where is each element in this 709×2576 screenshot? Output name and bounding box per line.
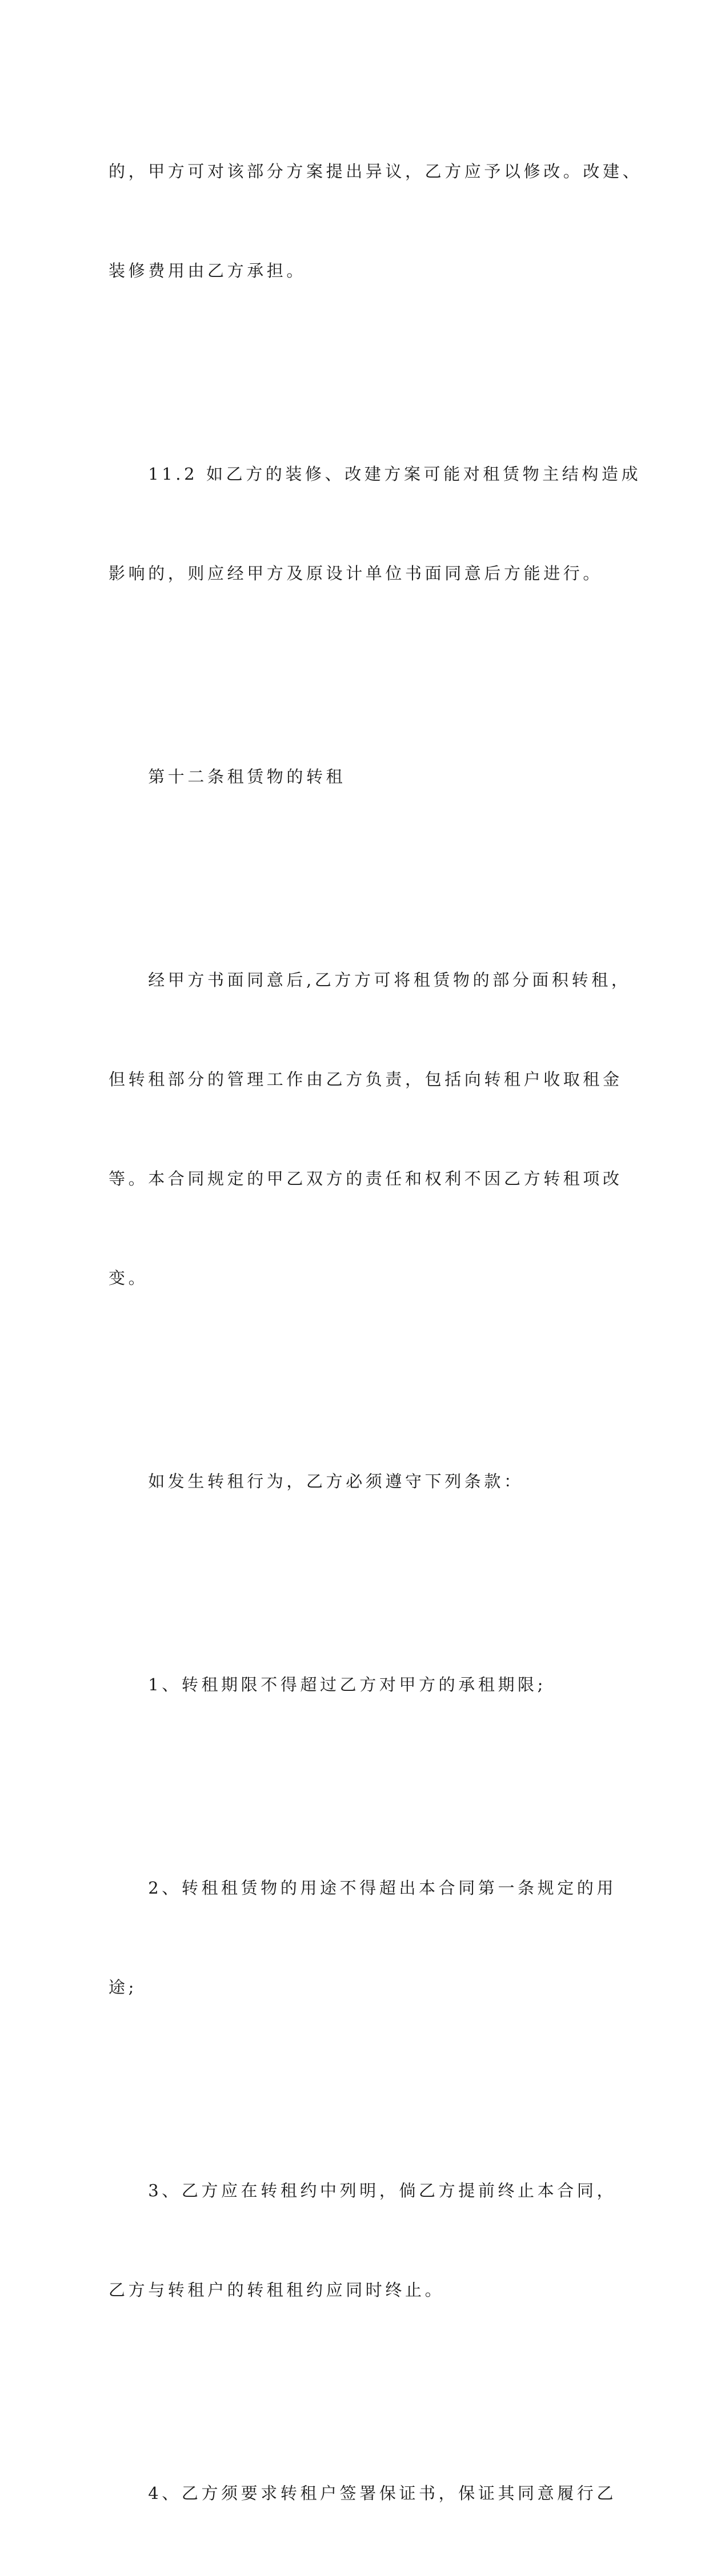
document-body: [109, 89, 643, 2576]
text-line: 乙方与转租户的转租租约应同时终止。: [109, 2280, 445, 2300]
text-line: 装修费用由乙方承担。: [109, 261, 307, 280]
list-item-term-1: [109, 1602, 599, 1767]
paragraph-spacer: [109, 353, 599, 391]
text-line: 但转租部分的管理工作由乙方负责，包括向转租户收取租金: [109, 1070, 623, 1089]
list-item-term-2: [109, 1805, 617, 2070]
text-line: 等。本合同规定的甲乙双方的责任和权利不因乙方转租项改: [109, 1169, 623, 1188]
text-line: 途;: [109, 1978, 137, 1997]
section-heading-article-12: [109, 694, 599, 859]
list-item-term-4: [109, 2410, 617, 2576]
paragraph-spacer: [109, 656, 599, 694]
paragraph-spacer: [109, 1767, 599, 1805]
paragraph-clause-11-2: [109, 391, 642, 656]
text-line: 3、乙方应在转租约中列明，倘乙方提前终止本合同，: [109, 2181, 617, 2200]
text-line: 变。: [109, 1268, 149, 1288]
paragraph-spacer: [109, 2070, 599, 2108]
text-line: 11.2 如乙方的装修、改建方案可能对租赁物主结构造成: [109, 464, 642, 484]
text-line: 第十二条租赁物的转租: [109, 767, 346, 786]
text-line: 经甲方书面同意后,乙方方可将租赁物的部分面积转租，: [109, 970, 631, 990]
text-line: 如发生转租行为，乙方必须遵守下列条款：: [109, 1472, 524, 1491]
text-line: 4、乙方须要求转租户签署保证书，保证其同意履行乙: [109, 2483, 617, 2503]
text-line: 1、转租期限不得超过乙方对甲方的承租期限;: [109, 1675, 547, 1694]
text-line: 影响的，则应经甲方及原设计单位书面同意后方能进行。: [109, 564, 603, 583]
list-item-term-3: [109, 2108, 617, 2373]
paragraph-spacer: [109, 2373, 599, 2410]
paragraph-sublease-terms-intro: [109, 1398, 599, 1564]
paragraph-sublease-consent: [109, 897, 631, 1361]
paragraph-spacer: [109, 1361, 599, 1398]
paragraph-spacer: [109, 1564, 599, 1602]
paragraph-renovation-objection: [109, 89, 643, 353]
text-line: 2、转租租赁物的用途不得超出本合同第一条规定的用: [109, 1878, 617, 1898]
text-line: 的，甲方可对该部分方案提出异议，乙方应予以修改。改建、: [109, 162, 643, 181]
paragraph-spacer: [109, 859, 599, 897]
